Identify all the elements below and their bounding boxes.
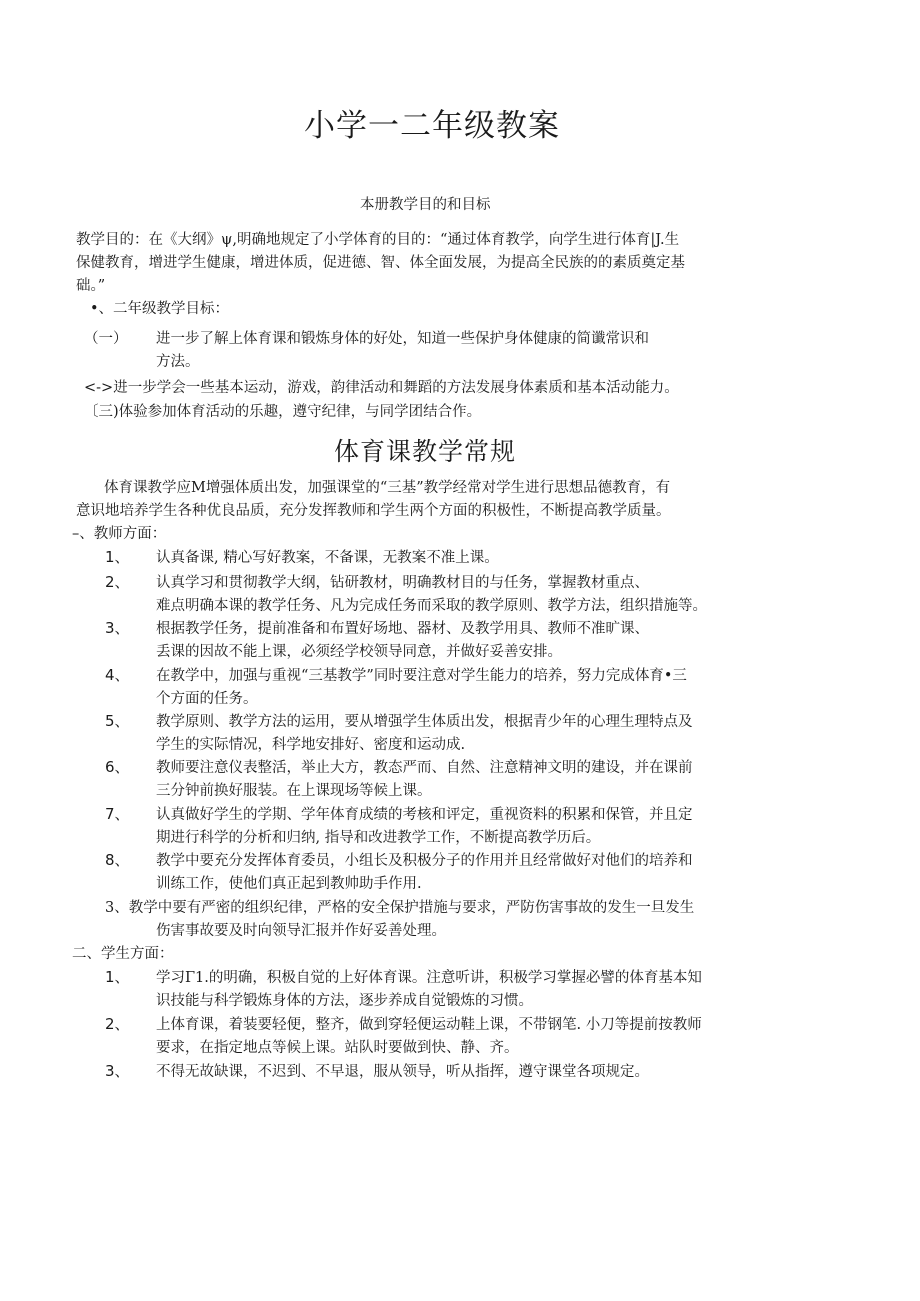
aim-line: 保健教育，增进学生健康，增进体质，促进德、智、体全面发展，为提高全民族的的素质奠定基 <box>76 255 685 271</box>
teacher-item-text: 认真备课, 精心写好教案，不备课，无教案不准上课。 <box>156 550 499 566</box>
student-heading: 二、学生方面： <box>72 946 174 962</box>
student-item-text: 上体育课，着装要轻便，整齐，做到穿轻便运动鞋上课，不带钢笔. 小刀等提前按教师 <box>156 1017 702 1033</box>
teacher-item-text: 训练工作，使他们真正起到教帅助手作用. <box>156 876 422 892</box>
item-number: 1、 <box>105 968 130 986</box>
item-number: 3、 <box>105 619 130 637</box>
intro-line: 体育课教学应M增强体质出发，加强课堂的“三基”教学经常对学生进行思想品德教育，有 <box>104 480 671 496</box>
item-number: 5、 <box>105 712 130 730</box>
teacher-item-text: 在教学中，加强与重视“三基教学”同时要注意对学生能力的培养，努力完成体育•三 <box>156 668 687 684</box>
teacher-item-text: 学生的实际情况，科学地安排好、密度和运动成. <box>156 737 466 753</box>
item-number: 4、 <box>105 666 130 684</box>
item-number: 2、 <box>105 573 130 591</box>
page-title: 小学一二年级教案 <box>304 108 560 144</box>
item-number: 7、 <box>105 805 130 823</box>
teacher-note-text: 3、教学中要有严密的组织纪律，严格的安全保护措施与要求，严防伤害事故的发生一旦发生 <box>105 900 695 916</box>
goal-item-text: 方法。 <box>156 354 200 370</box>
teacher-item-text: 期进行科学的分析和归纳, 指导和改进教学工作，不断提高教学历后。 <box>156 830 601 846</box>
teacher-item-text: 丢课的因故不能上课，必须经学校领导同意，并做好妥善安排。 <box>156 644 562 660</box>
teacher-item-text: 认真做好学生的学期、学年体育成绩的考核和评定，重视资料的积累和保管，并且定 <box>156 807 693 823</box>
teacher-item-text: 教师要注意仪表整活，举止大方，教态严而、自然、注意精神文明的建设，并在课前 <box>156 760 693 776</box>
teacher-item-text: 教学中要充分发挥体育委员，小组长及积极分子的作用并且经常做好对他们的培养和 <box>156 853 693 869</box>
teacher-item-text: 教学原则、教学方法的运用，要从增强学生体质出发，根据青少年的心理生理特点及 <box>156 714 693 730</box>
grade-goal-heading: •、二年级教学目标： <box>90 301 230 317</box>
item-number: 2、 <box>105 1015 130 1033</box>
goal-item-text: <->进一步学会一些基本运动，游戏，韵律活动和舞蹈的方法发展身体素质和基本活动能力。 <box>84 380 679 396</box>
teacher-item-text: 难点明确本课的教学任务、凡为完成任务而采取的教学原则、教学方法，组织措施等。 <box>156 598 707 614</box>
goal-item-text: 进一步了解上体育课和锻炼身体的好处，知道一些保护身体健康的简谶常识和 <box>156 331 649 347</box>
item-number: 8、 <box>105 851 130 869</box>
item-number: 1、 <box>105 548 130 566</box>
teacher-heading: –、教师方面： <box>72 526 167 542</box>
item-number: 6、 <box>105 758 130 776</box>
teacher-item-text: 三分钟前换好服装。在上课现场等候上课。 <box>156 783 432 799</box>
student-item-text: 要求，在指定地点等候上课。站队时要做到快、静、齐。 <box>156 1040 519 1056</box>
intro-line: 意识地培养学生各种优良品质，充分发挥教师和学生两个方面的积极性，不断提高教学质量。 <box>76 503 671 519</box>
page-subtitle: 本册教学目的和目标 <box>360 197 491 213</box>
goal-item-text: 〔三)体验参加体育活动的乐趣，遵守纪律，与同学团结合作。 <box>84 404 482 420</box>
student-item-text: 识技能与科学锻炼身体的方法，逐步养成自觉锻炼的习惯。 <box>156 993 533 1009</box>
teacher-item-text: 根据教学任务，提前准备和布置好场地、器材、及教学用具、教师不准旷课、 <box>156 621 649 637</box>
aim-line: 础。” <box>76 278 106 294</box>
item-number: 3、 <box>105 1062 130 1080</box>
goal-marker: （一） <box>84 331 128 347</box>
teacher-item-text: 认真学习和贯彻教学大纲，钻研教材，明确教材目的与任务，掌握教材重点、 <box>156 575 649 591</box>
teacher-item-text: 个方面的任务。 <box>156 691 258 707</box>
aim-line: 教学目的：在《大纲》ψ,明确地规定了小学体育的目的：“通过体育教学，向学生进行体育|J.生 <box>76 232 680 248</box>
student-item-text: 不得无故缺课，不迟到、不早退，服从领导，听从指挥，遵守课堂各项规定。 <box>156 1064 649 1080</box>
section-title: 体育课教学常规 <box>334 437 517 466</box>
student-item-text: 学习Γ1.的明确，积极自觉的上好体育课。注意听讲，积极学习掌握必譬的体育基本知 <box>156 970 702 986</box>
teacher-note-text: 伤害事故要及时向领导汇报并作好妥善处理。 <box>156 923 446 939</box>
